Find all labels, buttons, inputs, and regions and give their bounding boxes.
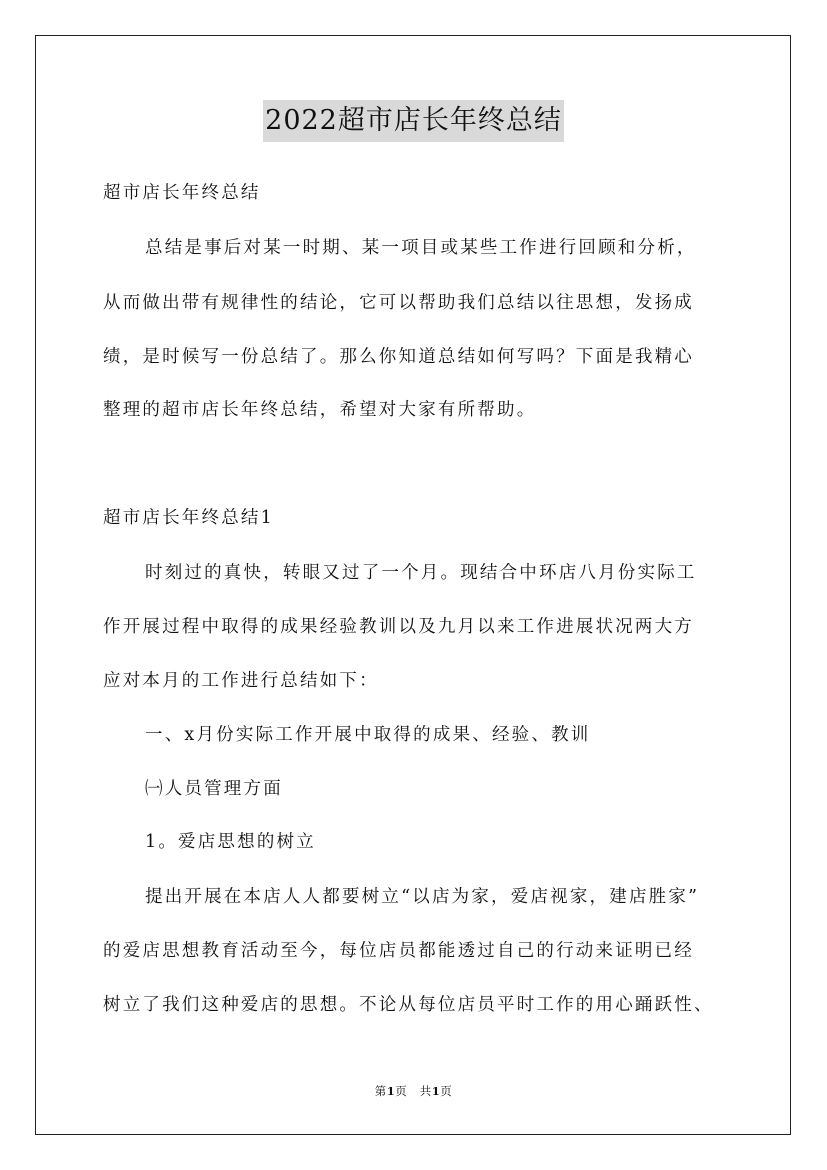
document-title: 2022超市店长年终总结 <box>263 100 564 142</box>
paragraph-line: 绩，是时候写一份总结了。那么你知道总结如何写吗？下面是我精心 <box>103 347 694 367</box>
page-footer <box>0 1083 827 1099</box>
paragraph-line: 作开展过程中取得的成果经验教训以及九月以来工作进展状况两大方 <box>103 617 694 637</box>
paragraph-line: 整理的超市店长年终总结，希望对大家有所帮助。 <box>103 400 537 420</box>
paragraph-line: 的爱店思想教育活动至今，每位店员都能透过自己的行动来证明已经 <box>103 941 694 961</box>
title-container <box>0 100 827 142</box>
subsection-heading: ㈠人员管理方面 <box>145 779 283 799</box>
section-heading: 超市店长年终总结 <box>103 183 261 203</box>
paragraph-line: 总结是事后对某一时期、某一项目或某些工作进行回顾和分析， <box>145 238 697 258</box>
paragraph-line: 提出开展在本店人人都要树立“以店为家，爱店视家，建店胜家” <box>145 887 700 907</box>
total-suffix: 页 <box>440 1084 453 1098</box>
total-pages: 1 <box>431 1084 441 1098</box>
page-number: 1 <box>386 1084 396 1098</box>
page-prefix: 第 <box>374 1084 387 1098</box>
paragraph-line: 时刻过的真快，转眼又过了一个月。现结合中环店八月份实际工 <box>145 563 697 583</box>
paragraph-line: 应对本月的工作进行总结如下： <box>103 671 379 691</box>
section-heading: 超市店长年终总结1 <box>103 508 274 528</box>
paragraph-line: 树立了我们这种爱店的思想。不论从每位店员平时工作的用心踊跃性、 <box>103 995 714 1015</box>
subsection-heading: 一、x月份实际工作开展中取得的成果、经验、教训 <box>145 725 591 745</box>
paragraph-line: 从而做出带有规律性的结论，它可以帮助我们总结以往思想，发扬成 <box>103 293 694 313</box>
total-prefix: 共 <box>419 1084 432 1098</box>
page-suffix: 页 <box>395 1084 408 1098</box>
subsection-heading: 1。爱店思想的树立 <box>145 832 316 852</box>
